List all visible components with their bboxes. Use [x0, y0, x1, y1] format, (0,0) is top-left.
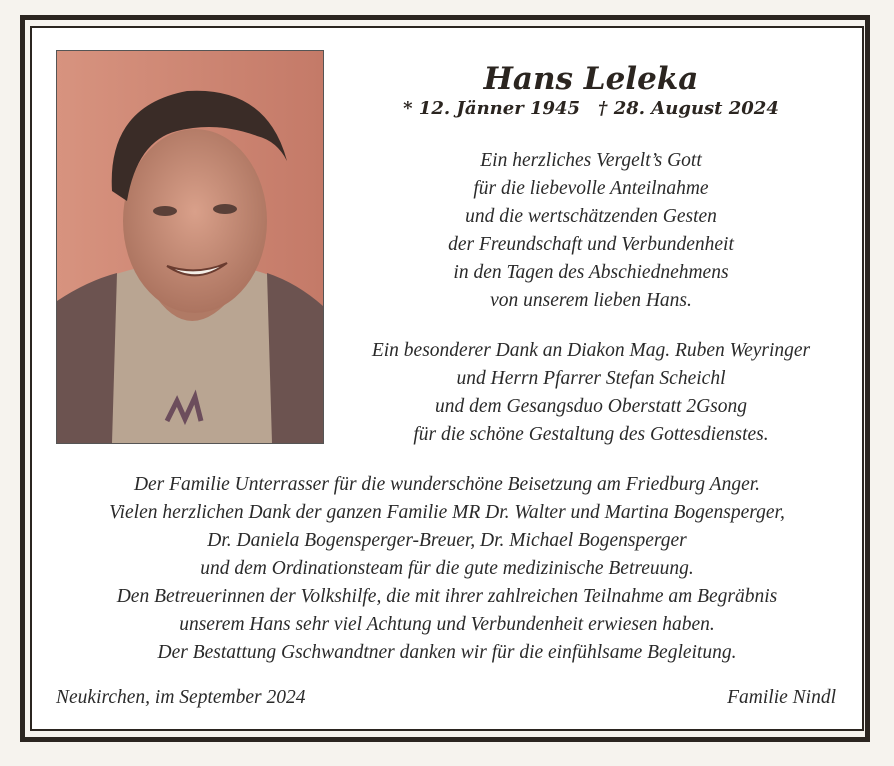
text-line: Der Familie Unterrasser für die wunderschöne Beisetzung am Friedburg Anger.	[133, 474, 761, 495]
life-dates	[338, 98, 844, 120]
name-header	[338, 60, 844, 120]
text-line: und dem Ordinationsteam für die gute medizinische Betreuung.	[200, 558, 694, 579]
thanks-paragraph	[338, 147, 844, 315]
birth-date: * 12. Jänner 1945	[403, 98, 581, 119]
text-line: der Freundschaft und Verbundenheit	[448, 234, 734, 255]
portrait-photo	[56, 50, 324, 444]
text-line: für die liebevolle Anteilnahme	[473, 178, 709, 199]
text-line: Ein besonderer Dank an Diakon Mag. Ruben Weyringer	[371, 340, 811, 361]
text-line: und Herrn Pfarrer Stefan Scheichl	[456, 368, 726, 389]
special-thanks-paragraph	[338, 337, 844, 449]
text-line: und dem Gesangsduo Oberstatt 2Gsong	[435, 396, 747, 417]
death-date: † 28. August 2024	[598, 98, 779, 119]
text-line: Ein herzliches Vergelt’s Gott	[480, 150, 702, 171]
text-line: Der Bestattung Gschwandtner danken wir für die einfühlsame Begleitung.	[157, 642, 737, 663]
text-line: und die wertschätzenden Gesten	[465, 206, 717, 227]
text-line: für die schöne Gestaltung des Gottesdienstes.	[413, 424, 769, 445]
signature: Familie Nindl	[727, 687, 836, 708]
further-thanks-paragraph	[30, 471, 864, 667]
text-line: von unserem lieben Hans.	[490, 290, 692, 311]
text-line: Den Betreuerinnen der Volkshilfe, die mit ihrer zahlreichen Teilnahme am Begräbnis	[116, 586, 778, 607]
place-date: Neukirchen, im September 2024	[56, 687, 306, 708]
deceased-name: Hans Leleka	[483, 61, 699, 97]
text-line: Vielen herzlichen Dank der ganzen Familie MR Dr. Walter und Martina Bogensperger,	[109, 502, 785, 523]
text-line: in den Tagen des Abschiednehmens	[453, 262, 729, 283]
text-line: unserem Hans sehr viel Achtung und Verbundenheit erwiesen haben.	[179, 614, 715, 635]
text-line: Dr. Daniela Bogensperger-Breuer, Dr. Michael Bogensperger	[207, 530, 687, 551]
